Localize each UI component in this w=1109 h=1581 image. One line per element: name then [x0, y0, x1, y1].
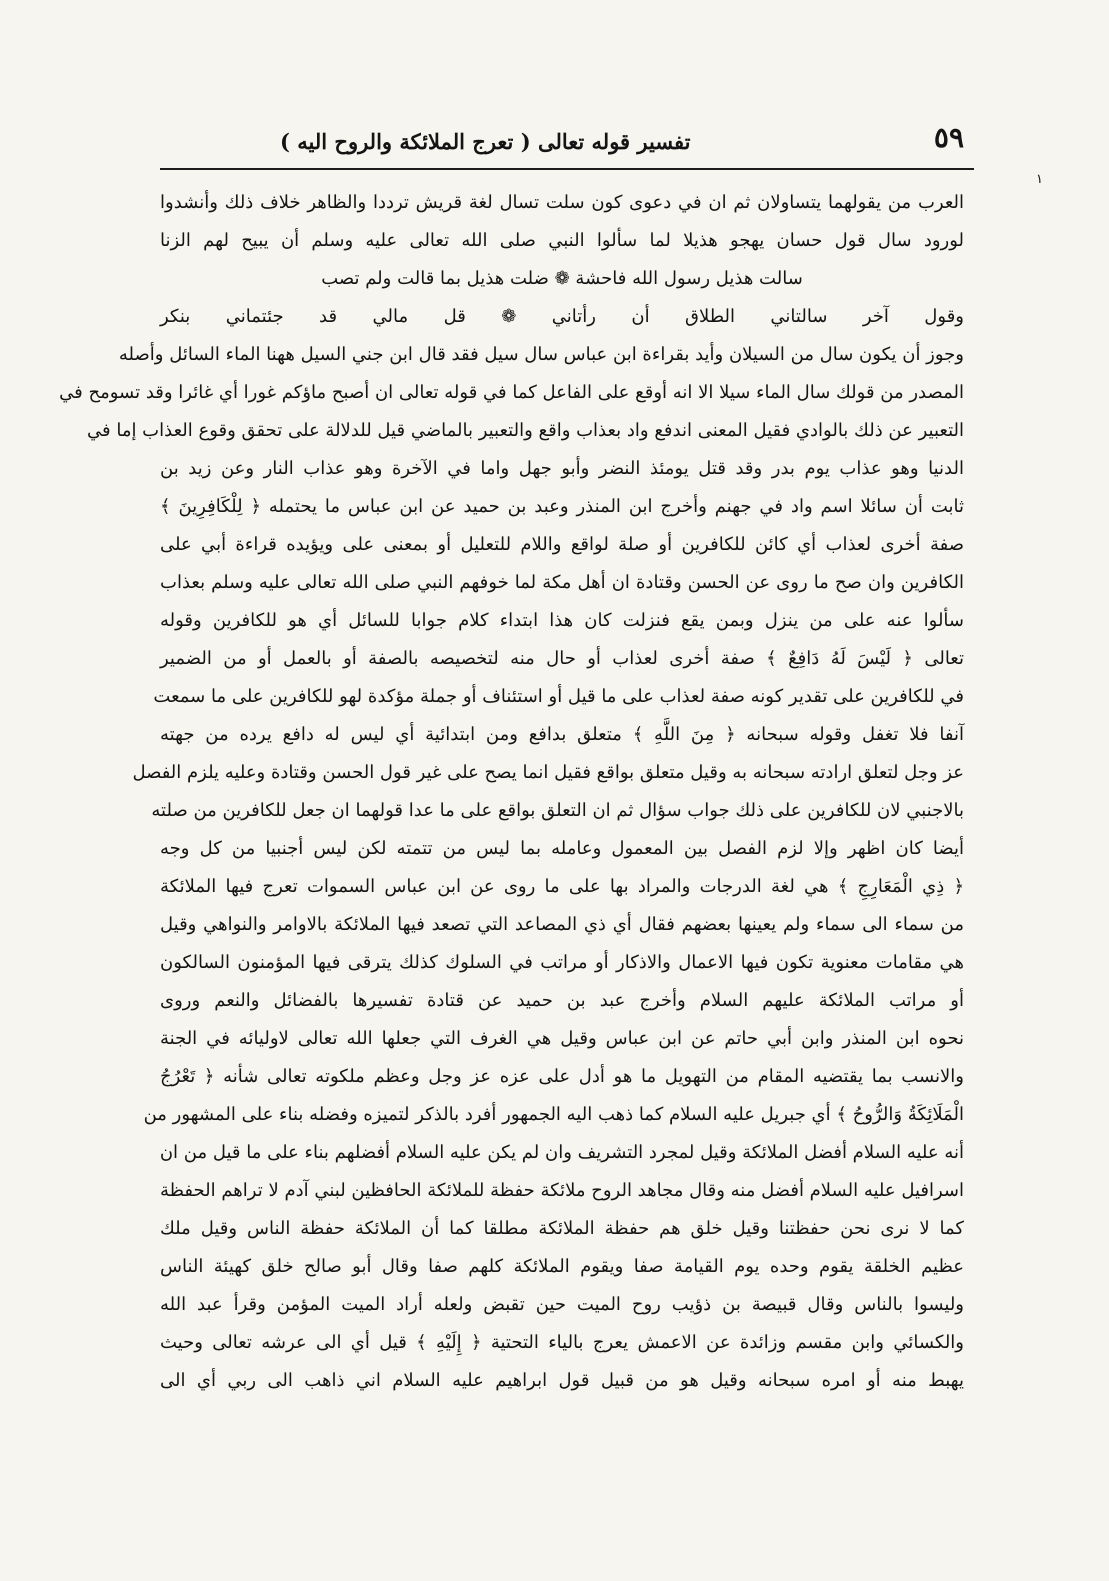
text-line: صفة أخرى لعذاب أي كائن للكافرين أو صلة لواقع واللام للتعليل أو بمعنى على ويؤيده قراءة أبي على — [160, 534, 964, 555]
body-text — [59, 184, 964, 1400]
margin-note-marker: ١ — [1036, 172, 1043, 187]
verse-line: وقول آخر سالتاني الطلاق أن رأتاني ❁ قل مالي قد جئتماني بنكر — [160, 306, 964, 327]
text-line: لورود سال قول حسان يهجو هذيلا لما سألوا النبي صلى الله تعالى عليه وسلم أن يبيح لهم الزنا — [160, 230, 964, 251]
text-line: في للكافرين على تقدير كونه صفة لعذاب على ما قيل أو استئناف أو جملة مؤكدة لهو للكافرين على ما سمعت — [153, 686, 964, 707]
text-line: العرب من يقولهما يتساولان ثم ان في دعوى كون سلت تسال لغة قريش ترددا والظاهر خلاف ذلك وأنشدوا — [160, 192, 964, 213]
page-header — [160, 110, 964, 154]
text-line: ﴿ ذِي الْمَعَارِجِ ﴾ هي لغة الدرجات والمراد بها على ما روى عن ابن عباس السموات تعرج فيها الملائكة — [160, 876, 964, 897]
text-line: آنفا فلا تغفل وقوله سبحانه ﴿ مِنَ اللَّهِ ﴾ متعلق بدافع ومن ابتدائية أي ليس له دافع يرده من جهته — [160, 724, 964, 745]
text-line: وليسوا بالناس وقال قبيصة بن ذؤيب روح الميت حين تقبض ولعله أراد الميت المؤمن وقرأ عبد الله — [160, 1294, 964, 1315]
text-line: الكافرين وان صح ما روى عن الحسن وقتادة ان أهل مكة لما خوفهم النبي صلى الله تعالى عليه وسلم بعذاب — [160, 572, 964, 593]
text-line: المصدر من قولك سال الماء سيلا الا انه أوقع على الفاعل كما في قوله تعالى ان أصبح ماؤكم غورا أي غائرا وقد تسومح في — [59, 382, 964, 403]
text-line: والكسائي وابن مقسم وزائدة عن الاعمش يعرج بالياء التحتية ﴿ إِلَيْهِ ﴾ قيل أي الى عرشه تعالى وحيث — [160, 1332, 964, 1353]
text-line: كما لا نرى نحن حفظتنا وقيل خلق هم حفظة الملائكة مطلقا كما أن الملائكة حفظة الناس وقيل ملك — [160, 1218, 964, 1239]
text-line: ثابت أن سائلا اسم واد في جهنم وأخرج ابن المنذر وعبد بن حميد عن ابن عباس ما يحتمله ﴿ لِلْكَافِرِينَ ﴾ — [160, 496, 964, 517]
text-line: هي مقامات معنوية تكون فيها الاعمال والاذكار أو مراتب في السلوك كذلك يترقى فيها المؤمنون السالكون — [160, 952, 964, 973]
text-line: الْمَلَائِكَةُ وَالرُّوحُ ﴾ أي جبريل عليه السلام كما ذهب اليه الجمهور أفرد بالذكر لتميزه وفضله بناء على المشهور من — [143, 1104, 964, 1125]
text-line: أنه عليه السلام أفضل الملائكة وقيل لمجرد التشريف وان لم يكن عليه السلام أفضلهم بناء على ما قيل من ان — [159, 1142, 964, 1163]
text-line: والانسب بما يقتضيه المقام من التهويل ما هو أدل على عزه عز وجل وعظم ملكوته تعالى شأنه ﴿ تَعْرُجُ — [160, 1066, 964, 1087]
text-line: سألوا عنه على من ينزل وبمن يقع فنزلت كان هذا ابتداء كلام جوابا للسائل أي هو للكافرين وقوله — [160, 610, 964, 631]
text-line: الدنيا وهو عذاب يوم بدر وقد قتل يومئذ النضر وأبو جهل واما في الآخرة وهو عذاب النار وعن زيد بن — [160, 458, 964, 479]
running-title: تفسير قوله تعالى ( تعرج الملائكة والروح اليه ) — [280, 129, 691, 154]
text-line: اسرافيل عليه السلام أفضل منه وقال مجاهد الروح ملائكة حفظة للملائكة الحافظين لبني آدم لا تراهم الحفظة — [159, 1180, 964, 1201]
text-line: أو مراتب الملائكة عليهم السلام وأخرج عبد بن حميد عن قتادة تفسيرها بالفضائل والنعم وروى — [160, 990, 964, 1011]
header-rule — [160, 168, 974, 170]
text-line: وجوز أن يكون سال من السيلان وأيد بقراءة ابن عباس سال سيل فقد قال ابن جني السيل ههنا الماء السائل وأصله — [118, 344, 964, 365]
text-line: بالاجنبي لان للكافرين على ذلك جواب سؤال ثم ان التعلق بواقع على ما عدا قولهما ان جعل للكافرين من صلته — [151, 800, 964, 821]
text-line: من سماء الى سماء ولم يعينها بعضهم فقال أي ذي المصاعد التي تصعد فيها الملائكة بالاوامر والنواهي وقيل — [160, 914, 964, 935]
text-line: أيضا كان اظهر وإلا لزم الفصل بين المعمول وعامله بما ليس من تتمته لكن ليس أجنبيا من كل وجه — [160, 838, 964, 859]
page-number: ٥٩ — [933, 121, 964, 154]
text-line: نحوه ابن المنذر وابن أبي حاتم عن ابن عباس وقيل هي الغرف التي جعلها الله تعالى لاوليائه في الجنة — [160, 1028, 964, 1049]
verse-line: سالت هذيل رسول الله فاحشة ❁ ضلت هذيل بما قالت ولم تصب — [321, 268, 803, 289]
text-line: عظيم الخلقة يقوم وحده يوم القيامة صفا ويقوم الملائكة كلهم صفا وقال أبو صالح خلق كهيئة الناس — [160, 1256, 964, 1277]
text-line: عز وجل لتعلق ارادته سبحانه به وقيل متعلق بواقع فقيل انما يصح على غير قول الحسن وقتادة وعليه يلزم الفصل — [132, 762, 964, 783]
text-line: يهبط منه أو امره سبحانه وقيل هو من قبيل قول ابراهيم عليه السلام اني ذاهب الى ربي أي الى — [160, 1370, 964, 1391]
text-line: تعالى ﴿ لَيْسَ لَهُ دَافِعٌ ﴾ صفة أخرى لعذاب أو حال منه لتخصيصه بالصفة أو بالعمل أو من الضمير — [160, 648, 964, 669]
text-line: التعبير عن ذلك بالوادي فقيل المعنى اندفع واد بعذاب واقع والتعبير بالماضي قيل للدلالة على تحقق وقوع العذاب إما في — [87, 420, 964, 441]
